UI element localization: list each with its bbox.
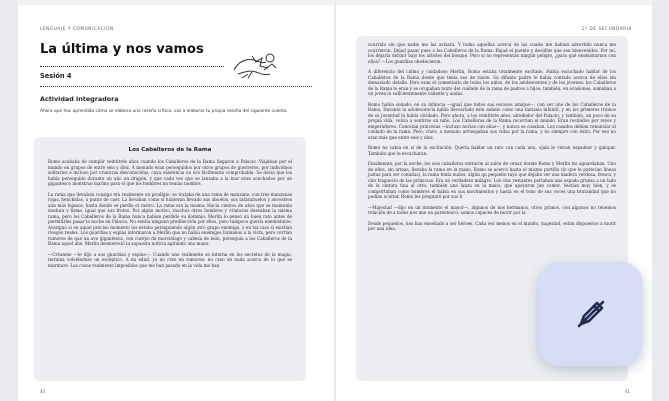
story-paragraph: Romo había soñado, en su infancia —igual que todos sus escasos amigos—, con ser uno de los Caballeros de la Rama. Durante la adolescencia había descartado este anhelo como una fantasía infantil, y en los primeros tramos de su juventud lo había olvidado. Pero ahora, a los veintitrés años, alrededor del Palacio, y también, un poco de su propia vida, volvía a sentirse un niño. Los Caballeros de la Rama recorrían el mundo. Eran recibidos por reyes y emperadores. Conocían princesas —incluso novias con ellas—, y nunca se casaban. Los casados debían renunciar al cuidado de la rama. Pero, claro, a menudo arriesgaban sus vidas por la rama, y no siempre con éxito. Por eso no eran más que entre seis y diez. [368,101,616,140]
top-strip [18,0,334,5]
story-paragraph: —Créanme —le dijo a sus guardias y espías—. Cuando uno realmente se interna en los secretos de la magia, termina volviéndose un escéptico. A mi edad, ya no creo en rumores: no creo en nada acerca de lo que se murmure. Las cosas realmente imposibles que me han pasado en la vida me han [48,251,292,268]
story-paragraph: A diferencia del calmo y cuidadoso Merlín, Romo estaba totalmente excitado. Había escuchado hablar de los Caballeros de la Rama desde que tenía uso de razón. Su difunto padre le había contado acerca de ellos sin demasiado detalle. Pero eran el comentario de todos los niños, de los adolescentes y de los jóvenes: los Caballeros de la Rama lo eran y se ocupaban tanto del cuidado de la rama de padres a hijos; también, en ocasiones, sumaban a un joven lo suficientemente valiente y audaz. [368,69,616,96]
story-paragraph: La rama que llevaban consigo era realmente un prodigio: se trataba de una rama de manzano, con tres manzanas rojas, henchidas, a punto de caer. La llevaban como si hubieran llevado sus abuelos, sus tatarabuelos y ancestros aún más lejanos, hasta donde se perdía el rastro. La rama era la misma. Hacía cientos de años que se mantenía madura y firme, igual que sus frutos. Por algún motivo, muchos otros hombres y criaturas deseaban la misma rama, pero los Caballeros de la Rama nunca habían perdido su dominio. Merlín lo pensó un buen rato antes de permitirles pasar la noche en Palacio. No sentía ninguna predilección por ellos, pero tampoco quería enemistarse. Averiguó si en aquel preciso momento los estaba persiguiendo algún otro grupo enemigo, y en tal caso si existían riesgos reales. Los guardias y espías informaron a Merlín que no había enemigos humanos a la vista, pero corrían rumores de que un ave gigantesca, con cuerpo de murciélago y cabeza de león, perseguía a los Caballeros de la Rama aquel año. Merlín desmereció la supuesta noticia agitando una mano. [48,191,292,246]
hands-illustration-icon [228,48,280,82]
intro-text: Ahora que has aprendido cómo se elabora una reseña crítica, vas a elaborar tu propia reseña del siguiente cuento. [40,109,288,114]
page-number-left: 40 [40,389,46,394]
section-divider [40,86,312,87]
annotate-toggle-button[interactable] [538,262,643,366]
story-paragraph: ocurrido sin que nadie me las avisara. Y todas aquellas acerca de las cuales me habían advertido nunca me ocurrieron. Dejad pasar pues a los Caballeros de la Rama. Bajad el puente y decidles que son bienvenidos. Por mí, los dejaría dormir bajo los árboles del bosque. Pero si no representan ningún peligro, ¿para qué enemistarnos con ellos? —Los guardias obedecieron. [368,42,616,64]
story-paragraph: Romo no cabía en sí de la excitación. Quería hablar un rato con cada uno, ojalá le vieran espadear y galopar. También que lo escucharan. [368,145,616,156]
story-paragraph: Romo acababa de cumplir veintitrés años cuando los Caballeros de la Rama llegaron a Palacio. Viajaban por el mundo en grupos de entre seis y diez. A menudo eran perseguidos por otros grupos de guerreros, por individuos solitarios e incluso por criaturas desconocidas, cuya existencia no era fácilmente comprobable. Se decía que los había perseguido durante un año un dragón, y que cada vez que se lanzaba a la mar eran acechados por un gigantesco monstruo marino para el que los hombres no tenían nombre. [48,159,292,186]
session-label: Sesión 4 [40,72,72,80]
story-card-left [34,137,306,381]
story-paragraph: —Majestad —dijo en un momento el mayor—, algunos de nos hermanos, otros primos, con algunos no tenemos relación de a todos nos une un parentesco: somos capaces de morir por la [368,204,616,215]
running-head-left: LENGUAJE Y COMUNICACIÓN [40,26,114,31]
left-page [18,0,334,401]
activity-heading: Actividad integradora [40,95,119,103]
story-paragraph: Desde pequeños, nos han enseñado a ser héroes. Cada vez menos en el mundo, majestad, están dispuestos a morir por una idea. [368,220,616,231]
story-paragraph: Finalmente, por la noche, los seis caballeros entraron al salón de cenar, donde Romo y Merlín los aguardaban. Uno de ellos, sin armas, llevaba la rama en la mano. Romo se acercó hasta el mismo portillo (lo que le parecían líneas justas para ser comidas), la rama tenía nudos, algún qu pequeño rayo que dejaba ver una madera verdosa, fresca, y olor fragancia de las primicias. Era un verdadero milagro. Los cinc restantes portaban una espada gruesa a un lado de la cintura fina al otro; también una lanza en la mano, que apoyaron jun comer. Vestían muy bien, y se comportaban como hombres el había en sus movimientos y hasta en el tono de sus voces una brutalidad que no podían ocultar. Romo les preguntó por sus h [368,161,616,199]
story-title: Los Caballeros de la Rama [128,147,212,153]
page-title: La última y nos vamos [40,42,204,57]
pen-off-icon [571,294,611,334]
top-strip [336,0,652,5]
running-head-right: 1º DE SECUNDARIA [581,26,632,31]
page-number-right: 41 [624,389,630,394]
title-divider [40,66,224,67]
